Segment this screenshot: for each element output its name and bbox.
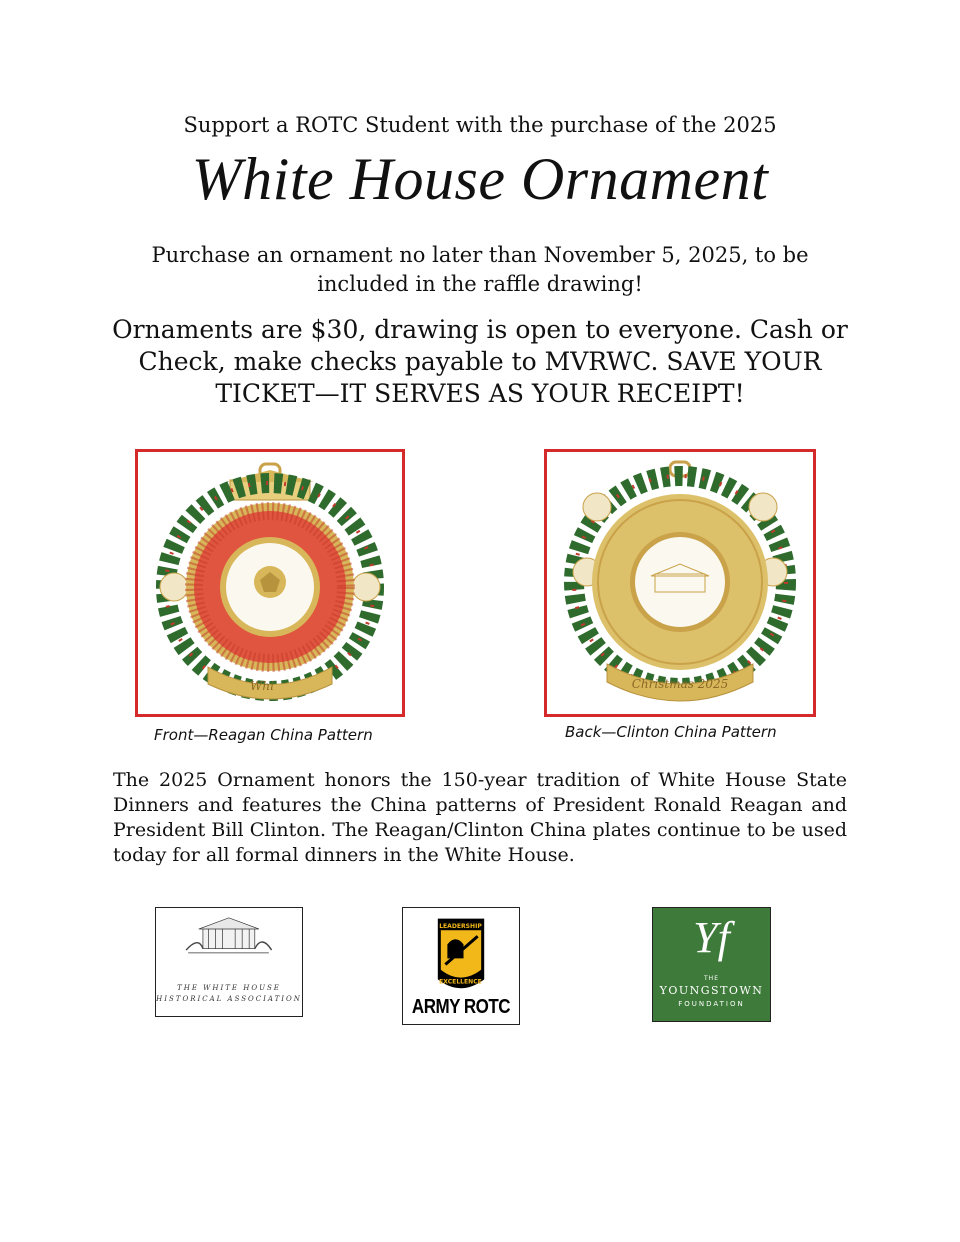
ytf-foundation: FOUNDATION [678,1000,745,1008]
front-caption: Front—Reagan China Pattern [154,726,373,744]
ytf-monogram: Yf [693,913,730,962]
ytf-name: YOUNGSTOWN [659,984,764,997]
whha-line2: HISTORICAL ASSOCIATION [156,995,302,1003]
pricing-text: Ornaments are $30, drawing is open to everyone. Cash or Check, make checks payable to MVRWC. SAVE YOUR TICKET—IT SERVES AS YOUR RECEIPT! [112,315,848,408]
rotc-top-text: LEADERSHIP [439,923,482,931]
army-rotc-logo [402,907,520,1025]
reagan-ornament-image [138,452,402,714]
rotc-bottom-text: EXCELLENCE [439,978,482,986]
deadline-text: Purchase an ornament no later than November 5, 2025, to be included in the raffle drawing! [151,243,809,296]
whha-line1: THE WHITE HOUSE [177,984,281,992]
clinton-ornament-image [547,452,813,714]
back-ornament-photo [544,449,816,717]
white-house-engraving-icon [156,908,301,983]
front-ornament-photo [135,449,405,717]
back-ribbon-text: Christmas 2025 [631,677,729,691]
ytf-the: THE [704,975,719,982]
header-kicker: Support a ROTC Student with the purchase of the 2025 [183,113,777,137]
youngstown-foundation-logo [652,907,771,1022]
page-title: White House Ornament [191,146,769,212]
back-caption: Back—Clinton China Pattern [565,723,777,741]
front-ribbon-text: Whi [250,679,274,693]
white-house-historical-association-logo [155,907,303,1017]
rotc-label: ARMY ROTC [411,995,511,1018]
description-paragraph: The 2025 Ornament honors the 150-year tradition of White House State Dinners and features the China patterns of President Ronald Reagan and President Bill Clinton. The Reagan/Clinton China plates continue to be used today for all formal dinners in the White House. [113,769,847,866]
